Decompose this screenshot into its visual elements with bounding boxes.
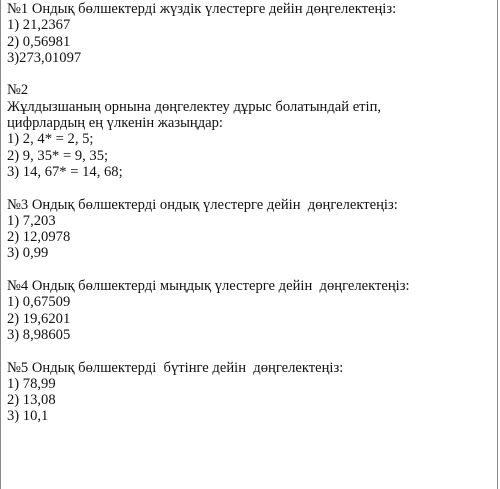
task-2-item-1: 1) 2, 4* = 2, 5; (7, 131, 94, 148)
task-4-item-2: 2) 19,6201 (7, 310, 71, 327)
spacer (7, 180, 497, 196)
task-2 (7, 82, 497, 180)
task-3-item-2: 2) 12,0978 (7, 229, 71, 246)
task-3 (7, 197, 497, 262)
task-2-item-3: 3) 14, 67* = 14, 68; (7, 163, 123, 180)
task-1-item-2: 2) 0,56981 (7, 33, 71, 50)
task-5-item-3: 3) 10,1 (7, 408, 49, 425)
task-4-item-3: 3) 8,98605 (7, 326, 71, 343)
task-3-item-3: 3) 0,99 (7, 245, 49, 262)
task-5 (7, 360, 497, 425)
task-5-item-1: 1) 78,99 (7, 375, 56, 392)
task-3-item-1: 1) 7,203 (7, 212, 56, 229)
task-2-description-1: Жұлдызшаның орнына дөңгелектеу дұрыс болатындай етіп, (7, 98, 382, 115)
task-2-item-2: 2) 9, 35* = 9, 35; (7, 147, 109, 164)
task-3-title: №3 Ондық бөлшектерді ондық үлестерге дейін дөңгелектеңіз: (7, 196, 398, 213)
task-1-item-3: 3)273,01097 (7, 49, 82, 66)
task-4-title: №4 Ондық бөлшектерді мыңдық үлестерге дейін дөңгелектеңіз: (7, 278, 410, 295)
spacer (7, 66, 497, 82)
spacer (7, 262, 497, 278)
task-2-title: №2 (7, 82, 29, 99)
task-1-item-1: 1) 21,2367 (7, 17, 71, 34)
task-5-item-2: 2) 13,08 (7, 392, 56, 409)
task-4-item-1: 1) 0,67509 (7, 294, 71, 311)
task-5-title: №5 Ондық бөлшектерді бүтінге дейін дөңгелектеңіз: (7, 359, 344, 376)
task-2-description-2: цифрлардың ең үлкенін жазыңдар: (7, 115, 223, 132)
task-1 (7, 1, 497, 66)
spacer (7, 343, 497, 359)
task-1-title: №1 Ондық бөлшектерді жүздік үлестерге дейін дөңгелектеңіз: (7, 1, 397, 17)
task-4 (7, 278, 497, 343)
